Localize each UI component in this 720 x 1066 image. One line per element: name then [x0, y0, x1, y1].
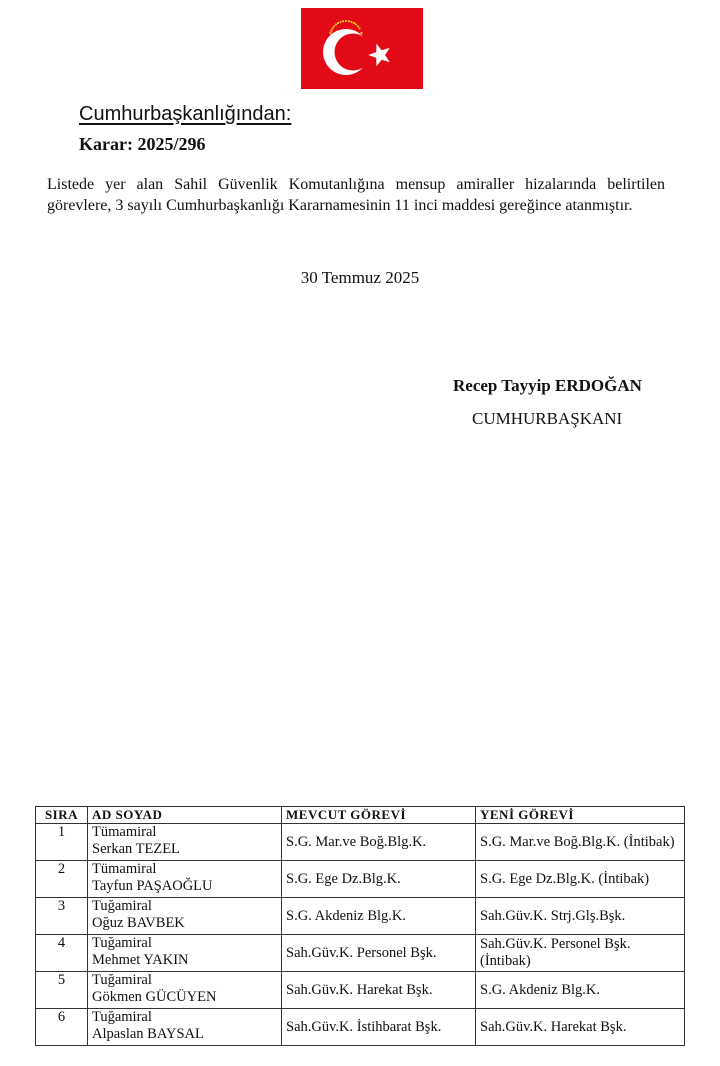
- table-row: [36, 824, 685, 861]
- row-number: 6: [36, 1009, 88, 1046]
- header-sira: SIRA: [36, 807, 88, 824]
- rank: Tuğamiral: [92, 972, 152, 988]
- name-cell: [88, 861, 282, 898]
- header-new: YENİ GÖREVİ: [476, 807, 685, 824]
- row-number: 1: [36, 824, 88, 861]
- table-row: [36, 861, 685, 898]
- person-name: Gökmen GÜCÜYEN: [92, 989, 217, 1005]
- table-row: [36, 1009, 685, 1046]
- name-cell: [88, 898, 282, 935]
- row-number: 5: [36, 972, 88, 1009]
- signer-title: CUMHURBAŞKANI: [472, 409, 623, 428]
- rank: Tuğamiral: [92, 898, 152, 914]
- row-number: 3: [36, 898, 88, 935]
- decision-date: 30 Temmuz 2025: [300, 268, 420, 287]
- name-cell: [88, 935, 282, 972]
- name-cell: [88, 1009, 282, 1046]
- new-duty: S.G. Mar.ve Boğ.Blg.K. (İntibak): [476, 824, 685, 861]
- issuing-institution: Cumhurbaşkanlığından:: [79, 103, 292, 125]
- table-row: [36, 935, 685, 972]
- person-name: Alpaslan BAYSAL: [92, 1026, 204, 1042]
- table-row: [36, 972, 685, 1009]
- person-name: Mehmet YAKIN: [92, 952, 189, 968]
- new-duty: Sah.Güv.K. Strj.Glş.Bşk.: [476, 898, 685, 935]
- person-name: Serkan TEZEL: [92, 841, 180, 857]
- current-duty: S.G. Mar.ve Boğ.Blg.K.: [282, 824, 476, 861]
- current-duty: Sah.Güv.K. Personel Bşk.: [282, 935, 476, 972]
- rank: Tuğamiral: [92, 935, 152, 951]
- new-duty: S.G. Ege Dz.Blg.K. (İntibak): [476, 861, 685, 898]
- person-name: Tayfun PAŞAOĞLU: [92, 878, 213, 894]
- table-row: [36, 898, 685, 935]
- new-duty: Sah.Güv.K. Harekat Bşk.: [476, 1009, 685, 1046]
- turkish-flag-icon: [301, 8, 423, 89]
- table-header-row: [36, 807, 685, 824]
- row-number: 4: [36, 935, 88, 972]
- current-duty: S.G. Ege Dz.Blg.K.: [282, 861, 476, 898]
- name-cell: [88, 824, 282, 861]
- rank: Tuğamiral: [92, 1009, 152, 1025]
- appointments-table: [35, 806, 685, 1046]
- rank: Tümamiral: [92, 824, 157, 840]
- new-duty: S.G. Akdeniz Blg.K.: [476, 972, 685, 1009]
- decision-number: Karar: 2025/296: [79, 134, 206, 154]
- current-duty: Sah.Güv.K. İstihbarat Bşk.: [282, 1009, 476, 1046]
- person-name: Oğuz BAVBEK: [92, 915, 185, 931]
- new-duty: Sah.Güv.K. Personel Bşk. (İntibak): [476, 935, 685, 972]
- decision-body: Listede yer alan Sahil Güvenlik Komutanlığına mensup amiraller hizalarında belirtilen görevlere, 3 sayılı Cumhurbaşkanlığı Kararnamesinin 11 inci maddesi gereğince atanmıştır.: [47, 176, 665, 214]
- name-cell: [88, 972, 282, 1009]
- header-name: AD SOYAD: [88, 807, 282, 824]
- header-current: MEVCUT GÖREVİ: [282, 807, 476, 824]
- current-duty: Sah.Güv.K. Harekat Bşk.: [282, 972, 476, 1009]
- rank: Tümamiral: [92, 861, 157, 877]
- row-number: 2: [36, 861, 88, 898]
- current-duty: S.G. Akdeniz Blg.K.: [282, 898, 476, 935]
- signer-name: Recep Tayyip ERDOĞAN: [453, 376, 642, 395]
